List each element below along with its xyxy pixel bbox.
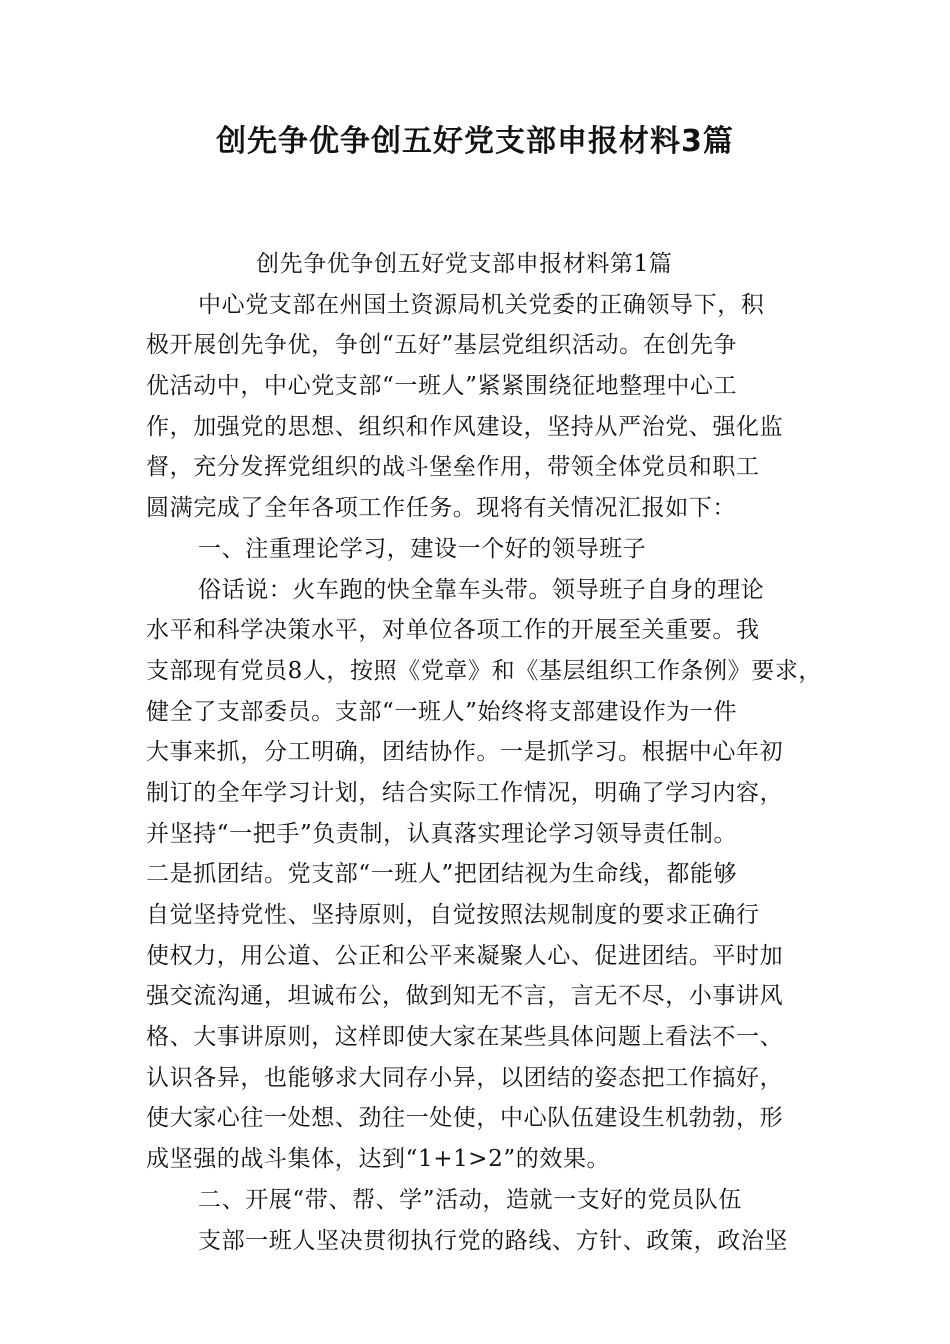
body-text-line: 并坚持“一把手”负责制，认真落实理论学习领导责任制。 [146, 820, 738, 847]
body-text-line: 成坚强的战斗集体，达到“1+1>2”的效果。 [146, 1146, 611, 1173]
body-text-line: 支部一班人坚决贯彻执行党的路线、方针、政策，政治坚 [198, 1227, 788, 1254]
body-text-line: 健全了支部委员。支部“一班人”始终将支部建设作为一件 [146, 698, 738, 725]
body-text-line: 水平和科学决策水平，对单位各项工作的开展至关重要。我 [146, 617, 760, 644]
document-title: 创先争优争创五好党支部申报材料3篇 [216, 124, 734, 159]
body-text-line: 圆满完成了全年各项工作任务。现将有关情况汇报如下： [146, 495, 736, 522]
body-text-line: 格、大事讲原则，这样即使大家在某些具体问题上看法不一、 [146, 1024, 784, 1051]
body-text-line: 使权力，用公道、公正和公平来凝聚人心、促进团结。平时加 [146, 942, 784, 969]
body-text-line: 作，加强党的思想、组织和作风建设，坚持从严治党、强化监 [146, 413, 784, 440]
body-text-line: 制订的全年学习计划，结合实际工作情况，明确了学习内容， [146, 779, 784, 806]
body-text-line: 二、开展“带、帮、学”活动，造就一支好的党员队伍 [198, 1186, 742, 1213]
body-text-line: 认识各异，也能够求大同存小异，以团结的姿态把工作搞好， [146, 1064, 784, 1091]
body-text-line: 自觉坚持党性、坚持原则，自觉按照法规制度的要求正确行 [146, 902, 760, 928]
body-text-line: 使大家心往一处想、劲往一处使，中心队伍建设生机勃勃，形 [146, 1105, 784, 1132]
body-text-line: 俗话说：火车跑的快全靠车头带。领导班子自身的理论 [198, 576, 765, 603]
section-subtitle: 创先争优争创五好党支部申报材料第1篇 [256, 251, 673, 277]
body-text-line: 中心党支部在州国土资源局机关党委的正确领导下，积 [198, 291, 765, 318]
body-text-line: 督，充分发挥党组织的战斗堡垒作用，带领全体党员和职工 [146, 454, 760, 481]
document-body [146, 244, 823, 1261]
body-text-line: 二是抓团结。党支部“一班人”把团结视为生命线，都能够 [146, 861, 738, 888]
body-text-line: 优活动中，中心党支部“一班人”紧紧围绕征地整理中心工 [146, 373, 738, 400]
body-text-line: 支部现有党员8人，按照《党章》和《基层组织工作条例》要求， [146, 657, 823, 684]
body-text-line: 大事来抓，分工明确，团结协作。一是抓学习。根据中心年初 [146, 739, 784, 766]
body-text-line: 一、注重理论学习，建设一个好的领导班子 [198, 535, 647, 562]
body-text-line: 极开展创先争优，争创“五好”基层党组织活动。在创先争 [146, 332, 738, 359]
body-text-line: 强交流沟通，坦诚布公，做到知无不言，言无不尽，小事讲风 [146, 983, 784, 1010]
